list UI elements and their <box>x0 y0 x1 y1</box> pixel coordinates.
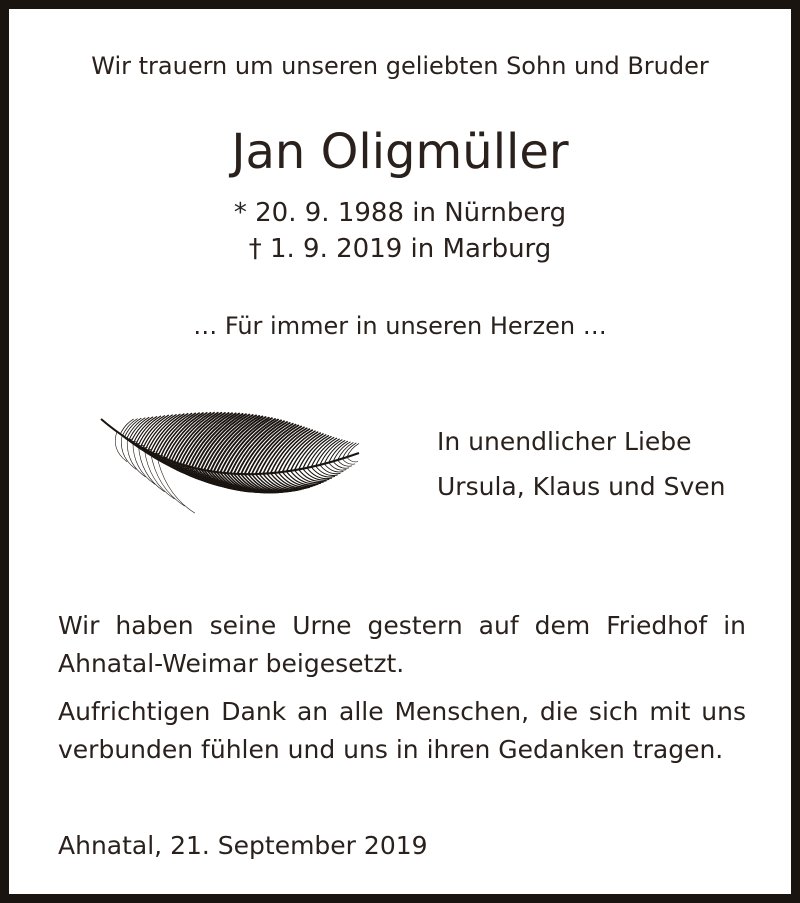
feather-barb <box>329 463 346 470</box>
signoff-phrase: In unendlicher Liebe <box>437 427 692 456</box>
burial-paragraph: Wir haben seine Urne gestern auf dem Friedhof in Ahnatal-Weimar beigesetzt. <box>58 611 746 678</box>
intro-line: Wir trauern um unseren geliebten Sohn und Bruder <box>91 52 709 80</box>
feather-barb <box>291 471 321 484</box>
place-date: Ahnatal, 21. September 2019 <box>58 831 428 860</box>
feather-icon <box>91 407 361 547</box>
life-dates <box>9 195 791 267</box>
signoff-names: Ursula, Klaus und Sven <box>437 472 726 501</box>
thanks-paragraph: Aufrichtigen Dank an alle Menschen, die sich mit uns verbunden fühlen und uns in ihren Gedanken tragen. <box>58 697 746 764</box>
death-date: † 1. 9. 2019 in Marburg <box>248 234 552 264</box>
deceased-name: Jan Oligmüller <box>231 124 569 180</box>
feather-barb <box>347 457 358 462</box>
birth-date: * 20. 9. 1988 in Nürnberg <box>233 198 567 228</box>
motto: … Für immer in unseren Herzen … <box>193 312 607 340</box>
signoff <box>437 419 725 509</box>
